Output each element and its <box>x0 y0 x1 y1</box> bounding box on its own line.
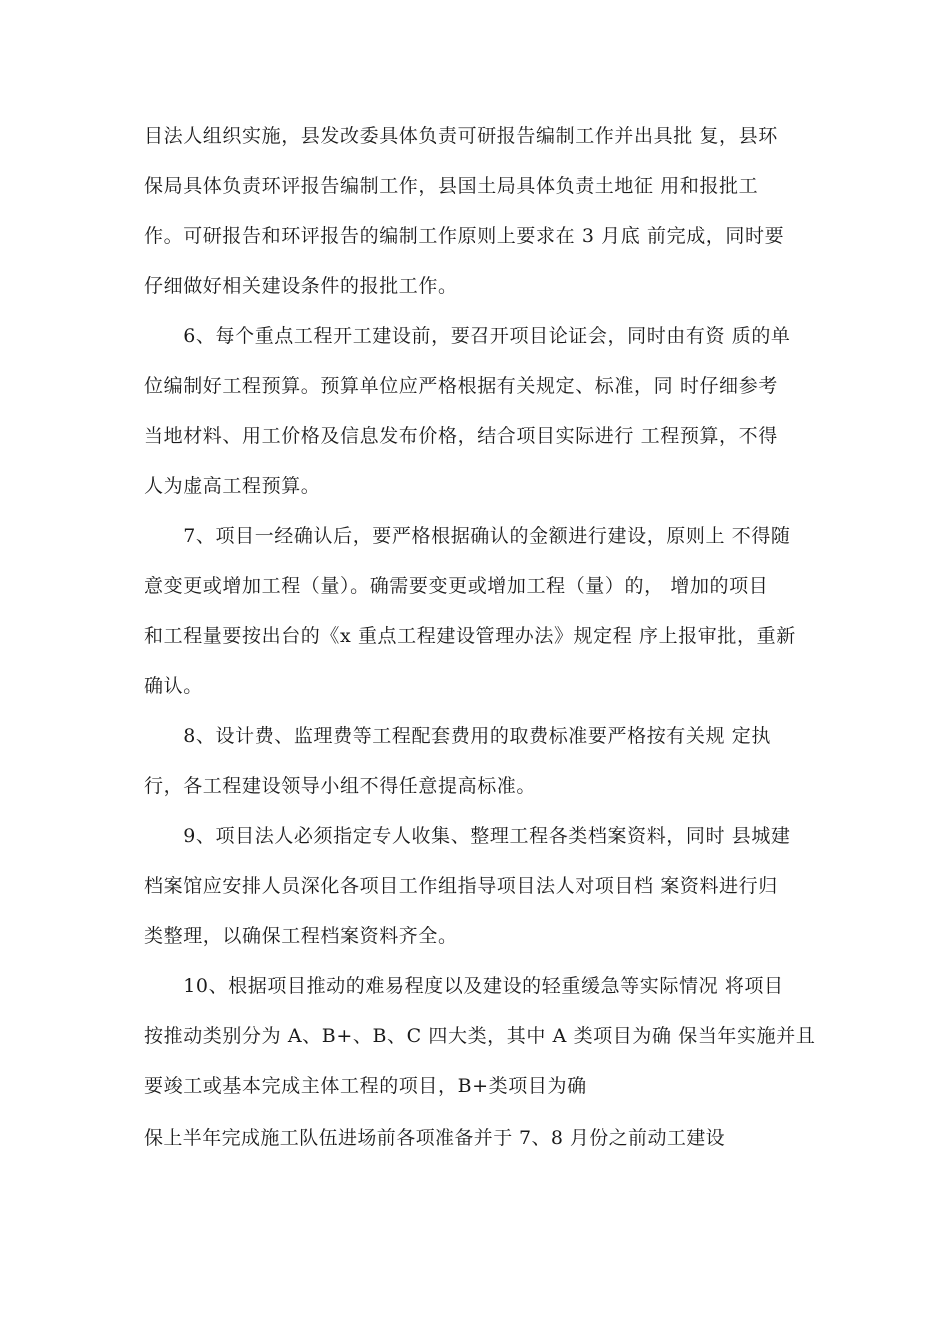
text-line: 目法人组织实施，县发改委具体负责可研报告编制工作并出具批 复，县环 <box>144 125 778 147</box>
text-line: 按推动类别分为 A、B+、B、C 四大类，其中 A 类项目为确 保当年实施并且 <box>144 1025 816 1047</box>
text-line: 当地材料、用工价格及信息发布价格，结合项目实际进行 工程预算，不得 <box>144 425 778 447</box>
text-line: 确认。 <box>144 675 203 697</box>
text-line: 保局具体负责环评报告编制工作，县国土局具体负责土地征 用和报批工 <box>144 175 759 197</box>
text-line: 位编制好工程预算。预算单位应严格根据有关规定、标准，同 时仔细参考 <box>144 375 778 397</box>
text-line: 保上半年完成施工队伍进场前各项准备并于 7、8 月份之前动工建设 <box>144 1127 726 1149</box>
text-line: 人为虚高工程预算。 <box>144 475 321 497</box>
paragraph-7-line: 7、项目一经确认后，要严格根据确认的金额进行建设，原则上 不得随 <box>144 525 791 547</box>
paragraph-9-line: 9、项目法人必须指定专人收集、整理工程各类档案资料，同时 县城建 <box>144 825 791 847</box>
paragraph-6-line: 6、每个重点工程开工建设前，要召开项目论证会，同时由有资 质的单 <box>144 325 791 347</box>
paragraph-8-line: 8、设计费、监理费等工程配套费用的取费标准要严格按有关规 定执 <box>144 725 771 747</box>
text-line: 类整理，以确保工程档案资料齐全。 <box>144 925 458 947</box>
text-line: 要竣工或基本完成主体工程的项目，B+类项目为确 <box>144 1075 587 1097</box>
text-line: 作。可研报告和环评报告的编制工作原则上要求在 3 月底 前完成，同时要 <box>144 225 785 247</box>
text-line: 意变更或增加工程（量）。确需要变更或增加工程（量）的， 增加的项目 <box>144 575 769 597</box>
paragraph-10-line: 10、根据项目推动的难易程度以及建设的轻重缓急等实际情况 将项目 <box>144 975 784 997</box>
text-line: 仔细做好相关建设条件的报批工作。 <box>144 275 458 297</box>
text-line: 和工程量要按出台的《x 重点工程建设管理办法》规定程 序上报审批，重新 <box>144 625 796 647</box>
text-line: 档案馆应安排人员深化各项目工作组指导项目法人对项目档 案资料进行归 <box>144 875 778 897</box>
text-line: 行，各工程建设领导小组不得任意提高标准。 <box>144 775 537 797</box>
